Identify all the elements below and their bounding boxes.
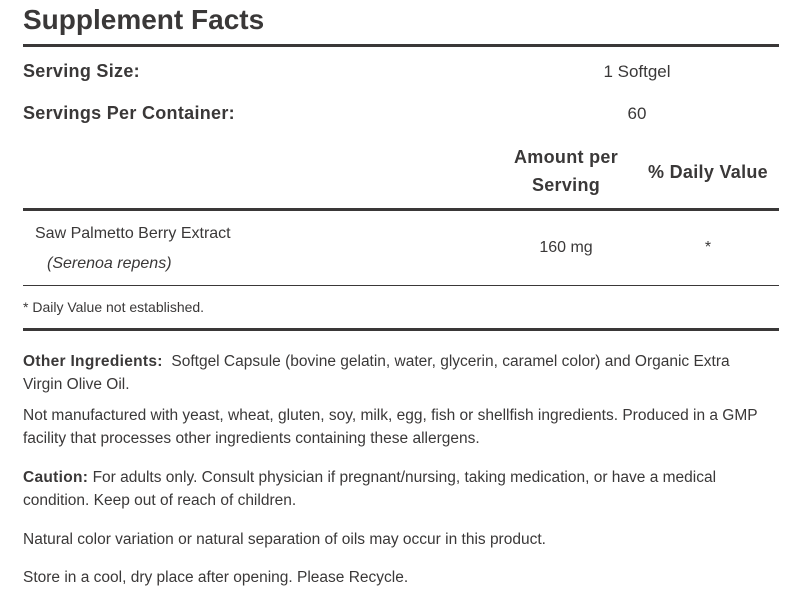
storage-note: Store in a cool, dry place after opening. Please Recycle. [23, 569, 409, 586]
color-variation-note: Natural color variation or natural separation of oils may occur in this product. [23, 531, 546, 548]
page-title: Supplement Facts [23, 4, 265, 35]
ingredient-name: Saw Palmetto Berry Extract [35, 225, 231, 242]
other-ingredients [23, 350, 773, 396]
serving-size-value: 1 Softgel [603, 62, 671, 81]
ingredient-daily-value: * [704, 239, 712, 256]
caution-text: For adults only. Consult physician if pregnant/nursing, taking medication, or have a medical condition. Keep out of reach of children. [23, 469, 717, 509]
caution-statement [23, 466, 773, 512]
daily-value-header: % Daily Value [648, 162, 768, 182]
allergen-note: Not manufactured with yeast, wheat, gluten, soy, milk, egg, fish or shellfish ingredients. Produced in a GMP facility that processes other ingredients containing these allergens. [23, 407, 758, 447]
other-ingredients-text: Softgel Capsule (bovine gelatin, water, glycerin, caramel color) and Organic Extra Virgin Olive Oil. [23, 353, 730, 393]
ingredient-amount: 160 mg [539, 239, 593, 256]
caution-label: Caution: [23, 469, 89, 486]
row-divider [23, 285, 779, 286]
ingredient-latin-name: (Serenoa repens) [47, 255, 172, 272]
amount-header-line2: Serving [531, 175, 601, 195]
title-divider [23, 44, 779, 47]
header-divider [23, 208, 779, 211]
footnote-divider [23, 328, 779, 331]
amount-header-line1: Amount per [514, 147, 618, 167]
daily-value-footnote: * Daily Value not established. [23, 299, 205, 315]
other-ingredients-label: Other Ingredients: [23, 353, 163, 370]
serving-size-label: Serving Size: [23, 61, 140, 81]
servings-per-container-label: Servings Per Container: [23, 103, 235, 123]
amount-per-serving-header [500, 143, 632, 199]
servings-per-container-value: 60 [627, 104, 647, 123]
